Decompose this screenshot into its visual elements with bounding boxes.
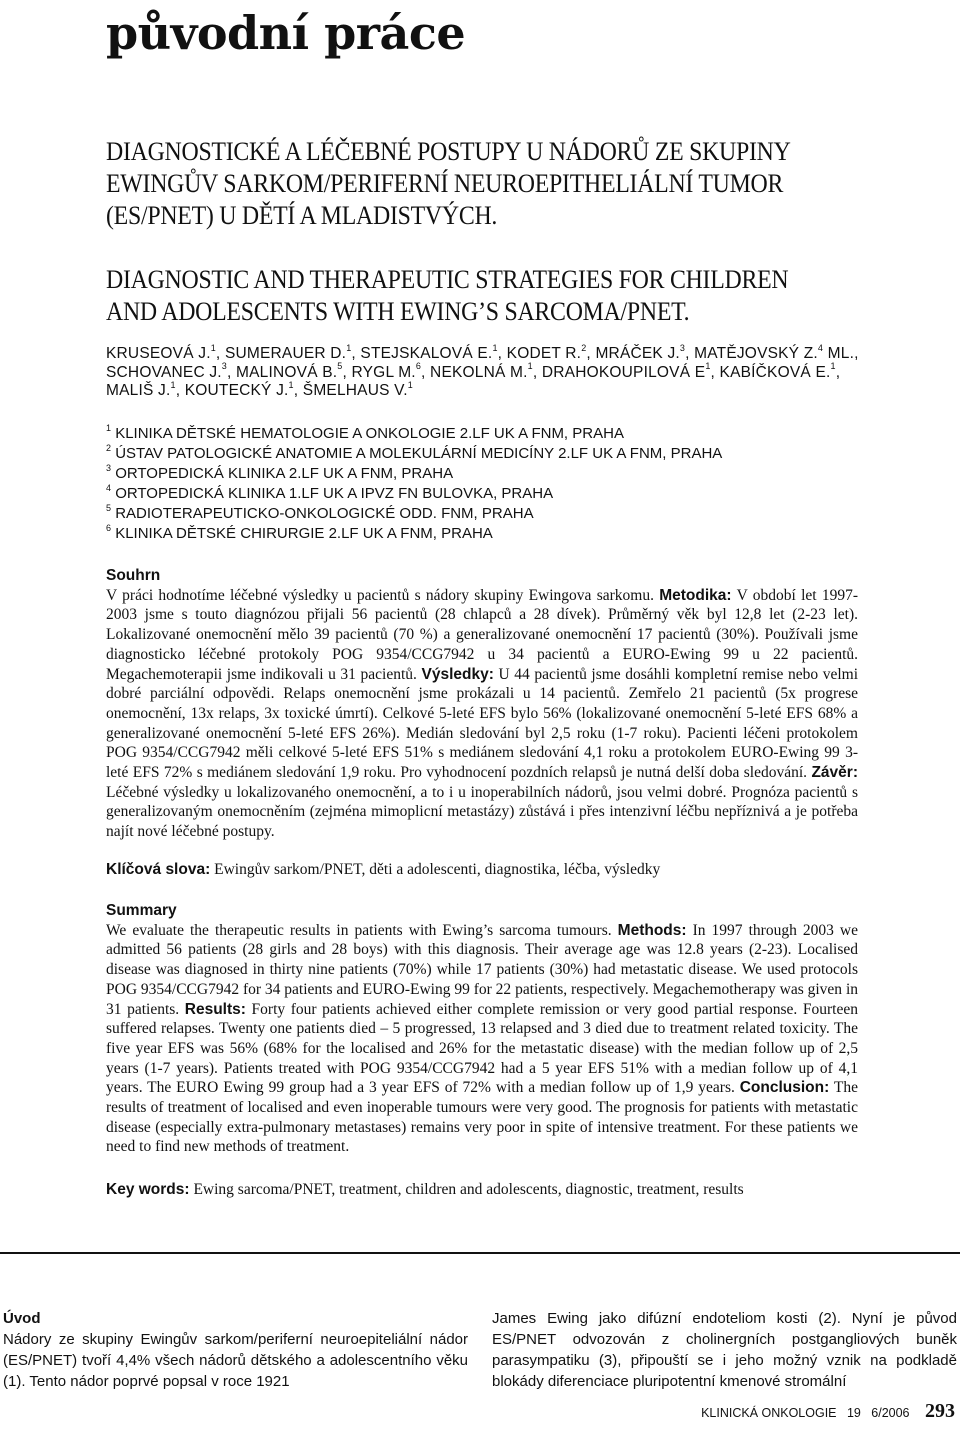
author-name: MATĚJOVSKÝ Z. [694, 345, 818, 362]
affiliation-number: 4 [106, 483, 112, 493]
affiliation-item [106, 444, 866, 464]
abstract-text: Léčebné výsledky u lokalizovaného onemocnění, a to i u inoperabilních nádorů, jsou velmi dobré. Prognóza pacientů s generalizovaným onemocněním (zejména mimoplicní metastázy) zůstává i přes intenzivní léčbu nepříznivá a je potřeba najít nové léčebné postupy. [106, 783, 858, 841]
keywords-text: Ewing sarcoma/PNET, treatment, children and adolescents, diagnostic, treatment, results [189, 1181, 744, 1198]
title-line: DIAGNOSTICKÉ A LÉČEBNÉ POSTUPY U NÁDORŮ ZE SKUPINY [106, 136, 791, 166]
author-affiliation-number: 1 [407, 379, 414, 390]
author-affiliation-number: 5 [337, 361, 343, 372]
author-name: MRÁČEK J. [595, 345, 680, 362]
affiliation-item [106, 464, 866, 484]
abstract-heading: Souhrn [106, 567, 161, 584]
author-affiliation-number: 1 [830, 361, 836, 372]
author-name: NEKOLNÁ M. [430, 363, 528, 381]
affiliation-text: ORTOPEDICKÁ KLINIKA 2.LF UK A FNM, PRAHA [115, 465, 454, 482]
journal-issue: 6/2006 [871, 1406, 910, 1420]
horizontal-rule [0, 1252, 960, 1254]
author-name: ŠMELHAUS V. [302, 382, 408, 399]
author-name: MALINOVÁ B. [236, 363, 338, 381]
author-name: MALIŠ J. [106, 382, 171, 399]
abstract-section-label: Methods: [617, 921, 687, 939]
keywords-english [106, 1180, 858, 1200]
abstract-text: U 44 pacientů jsme dosáhli kompletní remise nebo velmi dobré parciální odpovědi. Relaps onemocnění jsme prokázali u 14 pacientů. Zemřelo 21 pacientů (5x progrese onemocnění, 13x relaps, 3x toxické úmrtí). Celkové 5-leté EFS bylo 56% (lokalizované onemocnění 5-leté EFS 68% a generalizované onemocnění 5-leté EFS 26%). Medián sledování byl 2,5 roku (1-7 roku). Pacienti léčeni protokolem POG 9354/CCG7942 měli celkové 5-leté EFS 51% s mediánem sledování 4,1 roku a protokolem EURO-Ewing 99 3-leté EFS 72% s mediánem sledování 1,9 roku. Pro vyhodnocení pozdních relapsů je nutná delší doba sledování. [106, 665, 858, 782]
author-affiliation-number: 1 [705, 361, 711, 372]
abstract-text: V období let 1997-2003 jsme s touto diagnózou přijali 56 pacientů (28 chlapců a 28 dívek). Průměrný věk byl 12,8 let (2-23 let). Lokalizované onemocnění mělo 39 pacientů (70 %) a generalizované onemocnění 17 pacientů (30%). Používali jsme diagnosticko léčebné protokoly POG 9354/CCG7942 u 34 pacientů a EURO-Ewing 99 u 22 pacientů. Megachemoterapii jsme indikovali u 31 pacientů. [106, 586, 858, 683]
author-affiliation-number: 1 [170, 379, 176, 390]
article-title-czech [106, 135, 907, 231]
author-name: ML., SCHOVANEC J. [106, 345, 859, 381]
author-affiliation-number: 6 [415, 361, 422, 372]
affiliation-item [106, 504, 866, 524]
abstract-section-label: Metodika: [659, 586, 732, 604]
intro-column-left [3, 1308, 468, 1392]
affiliation-number: 6 [106, 523, 112, 533]
author-affiliation-number: 3 [679, 342, 686, 353]
journal-name: KLINICKÁ ONKOLOGIE [701, 1406, 837, 1420]
abstract-section-label: Results: [184, 1000, 246, 1018]
keywords-text: Ewingův sarkom/PNET, děti a adolescenti, diagnostika, léčba, výsledky [210, 861, 661, 878]
title-line: EWINGŮV SARKOM/PERIFERNÍ NEUROEPITHELIÁLNÍ TUMOR [106, 168, 784, 198]
page-number: 293 [925, 1400, 955, 1422]
author-name: SUMERAUER D. [224, 345, 347, 362]
abstract-body [106, 587, 858, 840]
keywords-label: Klíčová slova: [106, 861, 211, 878]
section-title: původní práce [106, 6, 466, 60]
author-affiliation-number: 1 [288, 379, 294, 390]
abstract-text: Forty four patients achieved either complete remission or very good partial response. Fourteen suffered relapses. Twenty one patients died – 5 progressed, 13 relapsed and 3 died due to treatment related toxicity. The five year EFS was 56% (68% for the localised and 26% for the metastatic disease) with the median follow up of 2,5 years (1-7 years). Patients treated with POG 9354/CCG7942 had a 5 year EFS 51% with a median follow up of 4,1 years. The EURO Ewing 99 group had a 3 year EFS of 72% with a median follow up of 1,9 years. [106, 1000, 858, 1097]
author-affiliation-number: 1 [492, 342, 498, 353]
abstract-body [106, 922, 858, 1156]
author-name: DRAHOKOUPILOVÁ E [541, 363, 706, 381]
affiliation-item [106, 424, 866, 444]
affiliation-item [106, 484, 866, 504]
affiliation-text: KLINIKA DĚTSKÉ CHIRURGIE 2.LF UK A FNM, PRAHA [115, 525, 493, 542]
abstract-text: We evaluate the therapeutic results in patients with Ewing’s sarcoma tumours. [106, 921, 618, 939]
article-title-english [106, 263, 907, 327]
author-affiliation-number: 4 [817, 342, 824, 353]
author-name: STEJSKALOVÁ E. [360, 345, 493, 362]
intro-text: James Ewing jako difúzní endoteliom kosti (2). Nyní je původ ES/PNET odvozován z cholinergních postgangliových buněk parasympatiku (3), připouští se i jeho možný vznik na podkladě blokády diferenciace pluripotentní kmenové stromální [492, 1310, 957, 1390]
abstract-english [106, 901, 858, 1157]
affiliation-number: 5 [106, 503, 112, 513]
author-name: KODET R. [506, 345, 582, 362]
affiliation-text: RADIOTERAPEUTICKO-ONKOLOGICKÉ ODD. FNM, PRAHA [115, 505, 534, 522]
affiliation-text: KLINIKA DĚTSKÉ HEMATOLOGIE A ONKOLOGIE 2.LF UK A FNM, PRAHA [115, 425, 624, 442]
author-affiliation-number: 3 [221, 361, 228, 372]
author-name: KRUSEOVÁ J. [106, 345, 211, 362]
author-affiliation-number: 1 [346, 342, 352, 353]
page-footer [701, 1400, 955, 1423]
abstract-section-label: Conclusion: [739, 1079, 830, 1097]
affiliation-text: ORTOPEDICKÁ KLINIKA 1.LF UK A IPVZ FN BULOVKA, PRAHA [115, 485, 554, 502]
author-affiliation-number: 1 [527, 361, 533, 372]
abstract-text: The results of treatment of localised and even inoperable tumours were very good. The prognosis for patients with metastatic disease (especially extra-pulmonary metastases) remains very poor in spite of intensive treatment. For these patients we need to find new methods of treatment. [106, 1079, 858, 1156]
keywords-label: Key words: [106, 1181, 190, 1198]
author-affiliation-number: 2 [581, 342, 587, 353]
intro-text: Nádory ze skupiny Ewingův sarkom/periferní neuroepiteliální nádor (ES/PNET) tvoří 4,4% všech nádorů dětského a adolescentního věku (1). Tento nádor poprvé popsal v roce 1921 [3, 1331, 468, 1390]
title-line: AND ADOLESCENTS WITH EWING’S SARCOMA/PNET. [106, 296, 690, 326]
author-name: KABÍČKOVÁ E. [719, 363, 831, 381]
abstract-section-label: Závěr: [811, 764, 858, 782]
abstract-czech [106, 566, 858, 842]
abstract-text: In 1997 through 2003 we admitted 56 patients (28 girls and 28 boys) with this diagnosis. Their average age was 12.8 years (2-23). Localised disease was diagnosed in thirty nine patients (70%) while 17 patients (30%) had metastatic disease. We used protocols POG 9354/CCG7942 for 34 patients and EURO-Ewing 99 for 22 patients, respectively. Megachemotherapy was given in 31 patients. [106, 921, 858, 1018]
affiliation-list [106, 424, 866, 544]
affiliation-number: 2 [106, 443, 112, 453]
abstract-heading: Summary [106, 902, 177, 919]
author-affiliation-number: 1 [210, 342, 216, 353]
journal-volume: 19 [846, 1406, 861, 1420]
abstract-text: V práci hodnotíme léčebné výsledky u pacientů s nádory skupiny Ewingova sarkomu. [106, 586, 660, 604]
author-name: KOUTECKÝ J. [184, 382, 289, 399]
title-line: DIAGNOSTIC AND THERAPEUTIC STRATEGIES FOR CHILDREN [106, 264, 789, 294]
intro-column-right [492, 1308, 957, 1392]
abstract-section-label: Výsledky: [421, 665, 494, 683]
intro-heading: Úvod [3, 1310, 41, 1327]
affiliation-number: 3 [106, 463, 112, 473]
affiliation-number: 1 [106, 423, 112, 433]
affiliation-item [106, 524, 866, 544]
affiliation-text: ÚSTAV PATOLOGICKÉ ANATOMIE A MOLEKULÁRNÍ MEDICÍNY 2.LF UK A FNM, PRAHA [115, 445, 723, 462]
title-line: (ES/PNET) U DĚTÍ A MLADISTVÝCH. [106, 200, 498, 230]
keywords-czech [106, 860, 858, 880]
author-name: RYGL M. [351, 363, 416, 381]
author-list: KRUSEOVÁ J.$^1$, SUMERAUER D.$^1$, STEJSKALOVÁ E.$^1$, KODET R.$^2$, MRÁČEK J.$^3$, MATĚJOVSKÝ Z.$^4$ ML., SCHOVANEC J.$^3$, MALINOVÁ B.$^5$, RYGL M.$^6$, NEKOLNÁ M.$^1$, DRAHOKOUPILOVÁ $E^1$, KABÍČKOVÁ E.$^1$, MALIŠ J.$^1$, KOUTECKÝ J.$^1$, ŠMELHAUS V.$^1$ [106, 342, 859, 399]
